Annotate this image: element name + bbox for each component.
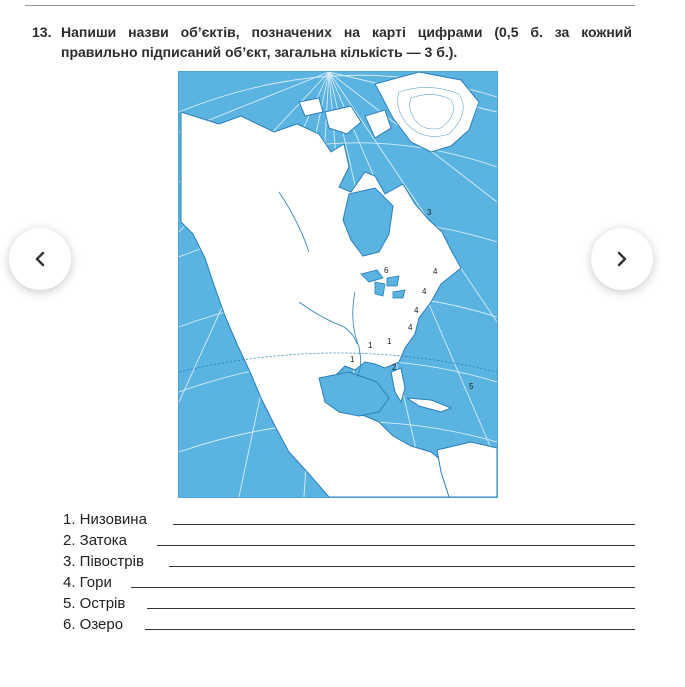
answer-blank-3[interactable] [169, 566, 635, 567]
answer-label-5: 5. Острів [63, 595, 126, 612]
map-marker-1b: 1 [368, 341, 373, 350]
task-text: Напиши назви об’єктів, позначених на карті цифрами (0,5 б. за кожний правильно підписаний об’єкт, загальна кількість — 3 б.). [61, 24, 632, 60]
florida [391, 368, 405, 402]
south-america-edge [437, 442, 497, 497]
answer-list [63, 509, 635, 635]
answer-row-1 [63, 509, 635, 530]
greenland [375, 72, 479, 152]
next-page-button[interactable] [591, 228, 653, 290]
map-marker-6: 6 [384, 266, 389, 275]
answer-label-4: 4. Гори [63, 574, 112, 591]
chevron-right-icon [613, 250, 631, 268]
answer-blank-4[interactable] [131, 587, 635, 588]
answer-blank-2[interactable] [157, 545, 635, 546]
answer-row-4 [63, 572, 635, 593]
task-number: 13. [32, 24, 52, 40]
answer-label-1: 1. Низовина [63, 511, 147, 528]
answer-blank-5[interactable] [147, 608, 635, 609]
map-marker-4b: 4 [422, 287, 427, 296]
continent-landmass [181, 112, 475, 497]
north-america-map [178, 71, 498, 498]
map-marker-2: 2 [392, 363, 397, 372]
answer-blank-6[interactable] [145, 629, 635, 630]
cuba [407, 398, 451, 412]
map-marker-1c: 1 [387, 337, 392, 346]
top-divider [25, 5, 635, 6]
map-marker-5: 5 [469, 382, 474, 391]
map-marker-4c: 4 [414, 306, 419, 315]
map-marker-3: 3 [427, 208, 432, 217]
chevron-left-icon [31, 250, 49, 268]
answer-row-5 [63, 593, 635, 614]
answer-label-2: 2. Затока [63, 532, 128, 549]
answer-row-3 [63, 551, 635, 572]
answer-blank-1[interactable] [173, 524, 635, 525]
answer-row-6 [63, 614, 635, 635]
answer-label-6: 6. Озеро [63, 616, 124, 633]
previous-page-button[interactable] [9, 228, 71, 290]
answer-row-2 [63, 530, 635, 551]
map-marker-1a: 1 [350, 355, 355, 364]
answer-label-3: 3. Півострів [63, 553, 144, 570]
map-marker-4d: 4 [408, 323, 413, 332]
map-drawing [179, 72, 497, 497]
map-marker-4a: 4 [433, 267, 438, 276]
